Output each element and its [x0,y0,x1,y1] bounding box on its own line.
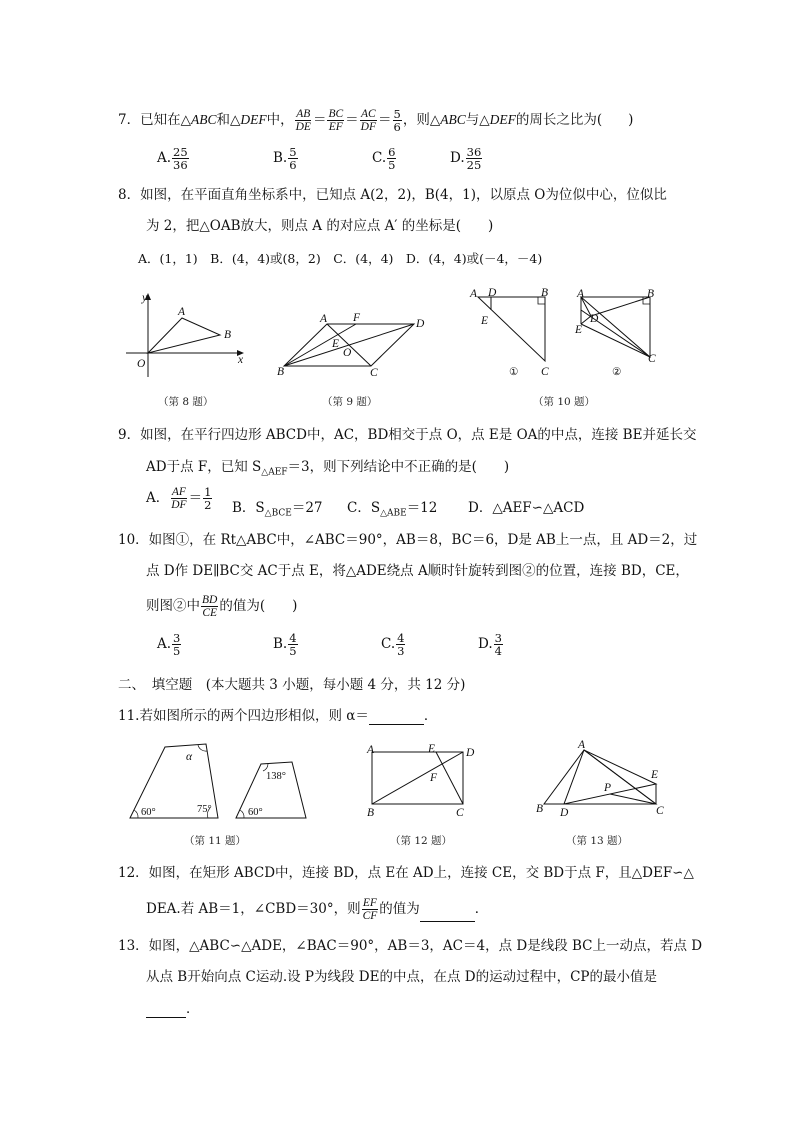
q10-option-a[interactable]: A. $\frac{3}{5}$ [157,631,181,658]
circled-1: ① [509,367,519,378]
fig10b-label-b: B [647,288,655,300]
fig9-label-e: E [332,338,340,350]
q10-option-c[interactable]: C. $\frac{4}{3}$ [381,631,405,658]
q8-options[interactable]: A．(1，1) B．(4，4)或(8，2) C．(4，4) D．(4，4)或(－4，－4) [138,251,543,266]
q10-option-d[interactable]: D. $\frac{3}{4}$ [478,631,502,658]
q7-option-b[interactable]: B. $\frac{5}{6}$ [273,145,297,172]
fig12-label-e: E [428,743,436,755]
q10-stem-line3: 则图②中 $\frac{BD}{CE}$ 的值为( ) [146,594,298,619]
q12-stem-line2: DEA.若 AB＝1，∠CBD＝30°，则 $\frac{EF}{CF}$ 的值为 ． [146,897,489,922]
fig10b-label-c: C [648,353,656,365]
caption-q12: （第 12 题） [390,835,453,847]
fig10b-label-d: D [590,313,599,325]
fig13-label-c: C [656,805,664,817]
fraction: $\frac{AC}{DF}$ [360,108,377,133]
fig13-label-b: B [536,803,544,815]
fig11-label-60-right: 60° [248,807,263,818]
fig10b-label-e: E [575,324,583,336]
fig10a-label-b: B [541,287,549,299]
fig12-label-a: A [367,744,375,756]
figure-10-1 [469,287,549,378]
caption-q10: （第 10 题） [533,396,596,408]
fig13-label-d: D [560,807,569,819]
answer-blank[interactable] [369,710,424,725]
fraction: $\frac{BC}{EF}$ [328,108,344,133]
q10-stem-line1: 10．如图①，在 Rt△ABC中，∠ABC＝90°，AB＝8，BC＝6，D是 AB上一点，且 AD＝2，过 [118,532,698,548]
q12-stem-line1: 12．如图，在矩形 ABCD中，连接 BD，点 E在 AD上，连接 CE，交 BD于点 F，且△DEF∽△ [118,865,694,881]
fig9-label-d: D [416,318,425,330]
figures-row-1 [118,285,678,385]
figure-11-left [130,744,218,818]
q9-stem-line1: 9．如图，在平行四边形 ABCD中，AC，BD相交于点 O，点 E是 OA的中点，连接 BE并延长交 [118,427,697,443]
fig13-label-a: A [578,739,586,751]
fig11-label-alpha: α [186,751,193,763]
q7-stem: 7．已知在△ABC和△DEF中， $\frac{AB}{DE}$ ＝ $\frac{BC}{EF}$ ＝ $\frac{AC}{DF}$ ＝ $\frac{5}{6}$ ，则△ABC与△DEF的周长之比为( ) [118,107,634,134]
figure-9 [277,312,425,379]
fig13-label-e: E [651,769,659,781]
fig13-label-p: P [604,782,612,794]
q9-option-a[interactable]: A． $\frac{AF}{DF}$ ＝ $\frac{1}{2}$ [146,485,212,512]
q9-stem-line2: AD于点 F，已知 $S_{\triangle AEF}=3$，则下列结论中不正确的是( ) [146,459,510,478]
fig10a-label-a: A [470,288,478,300]
section-2-title: 二、 填空题 (本大题共 3 小题，每小题 4 分，共 12 分) [118,677,466,693]
figure-13 [536,739,664,819]
answer-blank[interactable] [146,1003,186,1018]
fig11-label-60-left: 60° [141,807,156,818]
fig8-label-b: B [224,329,232,341]
q7-option-c[interactable]: C. $\frac{6}{5}$ [372,145,396,172]
fig12-label-c: C [456,807,464,819]
q11-stem: 11.若如图所示的两个四边形相似，则 α＝ ． [118,708,438,724]
fig11-label-75: 75° [197,804,212,815]
fig8-label-x: x [238,354,244,366]
fig10b-label-a: A [577,288,585,300]
circled-2: ② [612,367,622,378]
q13-stem-line1: 13．如图，△ABC∽△ADE，∠BAC＝90°，AB＝3，AC＝4，点 D是线段 BC上一动点，若点 D [118,938,703,954]
caption-q13: （第 13 题） [566,835,629,847]
fig9-label-o: O [343,347,352,359]
fig10a-label-c: C [541,366,549,378]
q7-option-d[interactable]: D. $\frac{36}{25}$ [450,145,482,172]
fig8-label-o: O [137,358,146,370]
q9-option-d[interactable]: D．△AEF∽△ACD [468,500,585,516]
figures-row-2 [118,738,678,828]
fig12-label-d: D [466,747,475,759]
fig12-label-f: F [430,772,438,784]
figure-12 [366,743,475,819]
q8-stem-line2: 为 2，把△OAB放大，则点 A 的对应点 A′ 的坐标是( ) [146,218,494,234]
q9-option-b[interactable]: B．$S_{\triangle BCE}=27$ [232,500,323,519]
fig10a-label-d: D [488,287,497,299]
q13-stem-line3: ． [146,1000,200,1018]
fraction: $\frac{AB}{DE}$ [295,108,311,133]
q13-stem-line2: 从点 B开始向点 C运动.设 P为线段 DE的中点，在点 D的运动过程中，CP的最小值是 [146,969,657,985]
caption-q11: （第 11 题） [184,835,247,847]
q8-stem-line1: 8．如图，在平面直角坐标系中，已知点 A(2，2)，B(4，1)，以原点 O为位似中心，位似比 [118,187,667,203]
fig8-label-a: A [178,306,186,318]
fig9-label-b: B [277,366,285,378]
q7-option-a[interactable]: A. $\frac{25}{36}$ [157,145,188,172]
fig9-label-a: A [320,313,328,325]
figure-11-right [236,762,306,818]
fraction: $\frac{5}{6}$ [393,107,401,134]
caption-q8: （第 8 题） [158,396,214,408]
fig12-label-b: B [367,807,375,819]
fig9-label-c: C [370,367,378,379]
fig10a-label-e: E [481,315,489,327]
caption-q9: （第 9 题） [322,396,378,408]
fig8-label-y: y [142,292,148,304]
figure-10-2 [574,288,656,378]
fig11-label-138: 138° [266,771,286,782]
figure-8 [126,292,244,377]
q10-stem-line2: 点 D作 DE∥BC交 AC于点 E，将△ADE绕点 A顺时针旋转到图②的位置，连接 BD，CE， [146,563,689,579]
answer-blank[interactable] [420,907,475,922]
q10-option-b[interactable]: B. $\frac{4}{5}$ [273,631,297,658]
q9-option-c[interactable]: C．$S_{\triangle ABE}=12$ [347,500,438,519]
fig9-label-f: F [353,312,361,324]
